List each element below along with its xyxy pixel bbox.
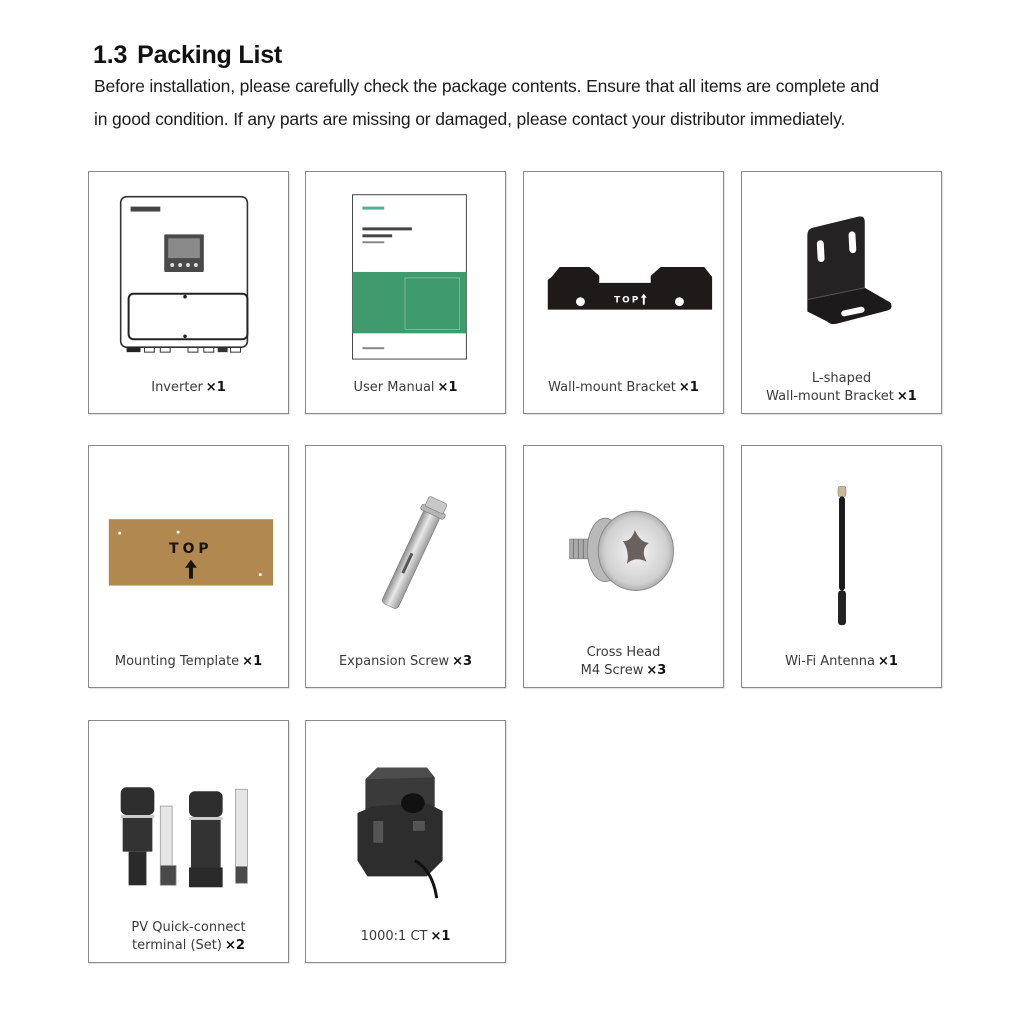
l-bracket-icon — [742, 172, 941, 362]
inverter-icon — [89, 172, 288, 362]
packing-item-inverter — [88, 171, 289, 414]
item-label: Cross Head M4 Screw ×3 — [580, 645, 667, 678]
item-label: Inverter ×1 — [151, 380, 226, 395]
ct-sensor-icon — [306, 721, 505, 911]
item-label: Wall-mount Bracket ×1 — [548, 380, 699, 395]
item-quantity: ×1 — [437, 380, 458, 395]
svg-text:TOP: TOP — [169, 540, 213, 557]
item-label: L-shaped Wall-mount Bracket ×1 — [766, 371, 917, 404]
section-title: Packing List — [137, 40, 283, 69]
item-quantity: ×1 — [242, 654, 263, 669]
item-quantity: ×1 — [678, 380, 699, 395]
item-label: Mounting Template ×1 — [114, 654, 263, 669]
item-label: Wi-Fi Antenna ×1 — [785, 654, 898, 669]
page-title — [93, 41, 282, 70]
item-label: User Manual ×1 — [353, 380, 458, 395]
packing-item-cross-head-screw — [523, 445, 724, 688]
packing-item-expansion-screw — [305, 445, 506, 688]
packing-item-pv-connector — [88, 720, 289, 963]
item-quantity: ×1 — [205, 380, 226, 395]
intro-line: Before installation, please carefully check the package contents. Ensure that all items are complete and — [94, 76, 879, 96]
svg-text:TOP: TOP — [614, 295, 641, 306]
item-label: PV Quick-connect terminal (Set) ×2 — [131, 920, 246, 953]
cross-head-screw-icon — [524, 446, 723, 636]
pv-connector-icon — [89, 721, 288, 911]
item-quantity: ×2 — [224, 938, 245, 953]
wifi-antenna-icon — [742, 446, 941, 636]
item-label: Expansion Screw ×3 — [338, 654, 473, 669]
packing-item-mounting-template — [88, 445, 289, 688]
packing-item-ct-sensor — [305, 720, 506, 963]
mounting-template-icon — [89, 446, 288, 636]
item-quantity: ×3 — [452, 654, 473, 669]
item-quantity: ×1 — [430, 929, 451, 944]
item-quantity: ×3 — [646, 663, 667, 678]
wall-bracket-icon — [524, 172, 723, 362]
packing-item-wifi-antenna — [741, 445, 942, 688]
packing-item-l-bracket — [741, 171, 942, 414]
section-number: 1.3 — [93, 40, 128, 69]
expansion-screw-icon — [306, 446, 505, 636]
packing-item-wall-bracket — [523, 171, 724, 414]
packing-item-user-manual — [305, 171, 506, 414]
intro-line: in good condition. If any parts are missing or damaged, please contact your distributor immediately. — [94, 109, 846, 129]
item-quantity: ×1 — [896, 389, 917, 404]
user-manual-icon — [306, 172, 505, 362]
item-quantity: ×1 — [877, 654, 898, 669]
item-label: 1000:1 CT ×1 — [360, 929, 451, 944]
intro-paragraph — [94, 70, 974, 136]
